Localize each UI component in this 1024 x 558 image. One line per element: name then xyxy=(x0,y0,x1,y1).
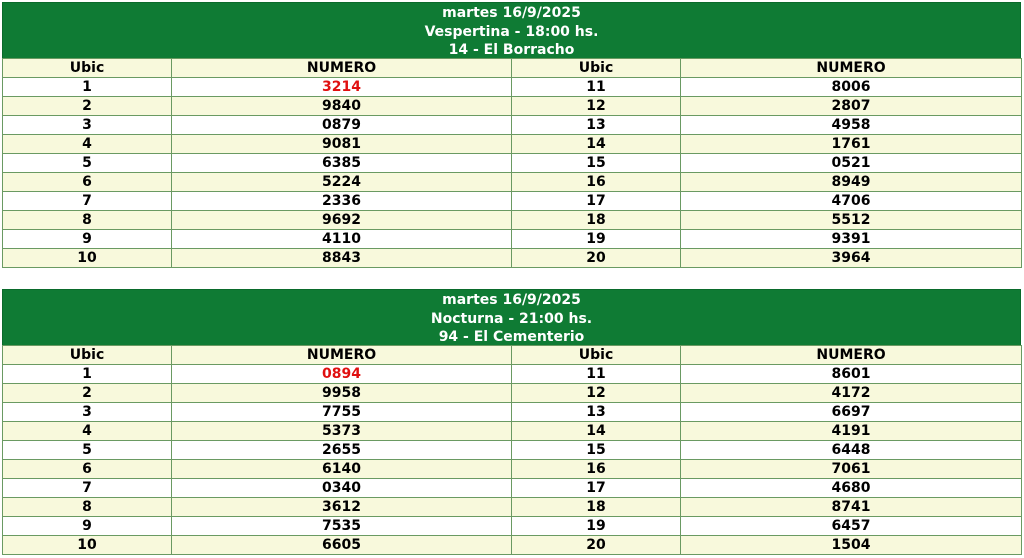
ubicacion-cell: 4 xyxy=(3,135,172,154)
table-row xyxy=(3,249,1022,268)
numero-cell: 8601 xyxy=(681,365,1022,384)
numero-cell: 0340 xyxy=(172,479,512,498)
numero-cell: 6140 xyxy=(172,460,512,479)
ubicacion-cell: 5 xyxy=(3,441,172,460)
ubicacion-cell: 14 xyxy=(512,422,681,441)
first-prize-number: 3214 xyxy=(172,78,512,97)
ubicacion-cell: 17 xyxy=(512,479,681,498)
ubicacion-cell: 9 xyxy=(3,230,172,249)
numero-cell: 9692 xyxy=(172,211,512,230)
table-row xyxy=(3,154,1022,173)
ubicacion-cell: 8 xyxy=(3,211,172,230)
table-row xyxy=(3,441,1022,460)
numero-cell: 5373 xyxy=(172,422,512,441)
col-numero-header: NUMERO xyxy=(172,346,512,365)
numero-cell: 9081 xyxy=(172,135,512,154)
table-row xyxy=(3,498,1022,517)
table-header-row xyxy=(3,59,1022,78)
numero-cell: 2336 xyxy=(172,192,512,211)
table-row xyxy=(3,135,1022,154)
ubicacion-cell: 2 xyxy=(3,97,172,116)
table-row xyxy=(3,116,1022,135)
ubicacion-cell: 7 xyxy=(3,192,172,211)
ubicacion-cell: 5 xyxy=(3,154,172,173)
ubicacion-cell: 2 xyxy=(3,384,172,403)
table-row xyxy=(3,479,1022,498)
draw-date: martes 16/9/2025 xyxy=(442,292,581,308)
ubicacion-cell: 18 xyxy=(512,498,681,517)
numero-cell: 4172 xyxy=(681,384,1022,403)
numero-cell: 7535 xyxy=(172,517,512,536)
numero-cell: 9958 xyxy=(172,384,512,403)
results-table xyxy=(2,345,1022,555)
ubicacion-cell: 15 xyxy=(512,154,681,173)
table-row xyxy=(3,365,1022,384)
ubicacion-cell: 3 xyxy=(3,403,172,422)
ubicacion-cell: 3 xyxy=(3,116,172,135)
col-ubic-header: Ubic xyxy=(512,346,681,365)
numero-cell: 7061 xyxy=(681,460,1022,479)
numero-cell: 2807 xyxy=(681,97,1022,116)
numero-cell: 7755 xyxy=(172,403,512,422)
numero-cell: 1761 xyxy=(681,135,1022,154)
ubicacion-cell: 8 xyxy=(3,498,172,517)
ubicacion-cell: 7 xyxy=(3,479,172,498)
col-ubic-header: Ubic xyxy=(3,346,172,365)
ubicacion-cell: 4 xyxy=(3,422,172,441)
ubicacion-cell: 10 xyxy=(3,536,172,555)
ubicacion-cell: 20 xyxy=(512,536,681,555)
table-row xyxy=(3,517,1022,536)
numero-cell: 5512 xyxy=(681,211,1022,230)
numero-cell: 8843 xyxy=(172,249,512,268)
table-header-row xyxy=(3,346,1022,365)
numero-cell: 9840 xyxy=(172,97,512,116)
numero-cell: 4706 xyxy=(681,192,1022,211)
numero-cell: 4110 xyxy=(172,230,512,249)
numero-cell: 8741 xyxy=(681,498,1022,517)
results-body xyxy=(3,346,1022,555)
table-row xyxy=(3,422,1022,441)
ubicacion-cell: 18 xyxy=(512,211,681,230)
ubicacion-cell: 14 xyxy=(512,135,681,154)
table-row xyxy=(3,173,1022,192)
table-row xyxy=(3,211,1022,230)
table-row xyxy=(3,230,1022,249)
ubicacion-cell: 6 xyxy=(3,173,172,192)
ubicacion-cell: 6 xyxy=(3,460,172,479)
col-numero-header: NUMERO xyxy=(681,59,1022,78)
numero-cell: 8006 xyxy=(681,78,1022,97)
numero-cell: 6385 xyxy=(172,154,512,173)
draw-meaning: 14 - El Borracho xyxy=(448,42,575,58)
draw-meaning: 94 - El Cementerio xyxy=(438,329,585,345)
ubicacion-cell: 16 xyxy=(512,173,681,192)
draw-session: Vespertina - 18:00 hs. xyxy=(424,23,599,40)
table-row xyxy=(3,460,1022,479)
numero-cell: 6448 xyxy=(681,441,1022,460)
numero-cell: 1504 xyxy=(681,536,1022,555)
numero-cell: 2655 xyxy=(172,441,512,460)
numero-cell: 4958 xyxy=(681,116,1022,135)
ubicacion-cell: 9 xyxy=(3,517,172,536)
numero-cell: 0521 xyxy=(681,154,1022,173)
numero-cell: 6697 xyxy=(681,403,1022,422)
draw-header xyxy=(2,289,1021,345)
table-row xyxy=(3,97,1022,116)
numero-cell: 6457 xyxy=(681,517,1022,536)
ubicacion-cell: 13 xyxy=(512,116,681,135)
numero-cell: 0879 xyxy=(172,116,512,135)
ubicacion-cell: 1 xyxy=(3,78,172,97)
col-numero-header: NUMERO xyxy=(681,346,1022,365)
table-row xyxy=(3,384,1022,403)
ubicacion-cell: 15 xyxy=(512,441,681,460)
table-row xyxy=(3,78,1022,97)
numero-cell: 6605 xyxy=(172,536,512,555)
draw-header xyxy=(2,2,1021,58)
numero-cell: 3964 xyxy=(681,249,1022,268)
draw-date: martes 16/9/2025 xyxy=(442,5,581,21)
col-ubic-header: Ubic xyxy=(512,59,681,78)
table-row xyxy=(3,192,1022,211)
ubicacion-cell: 20 xyxy=(512,249,681,268)
ubicacion-cell: 10 xyxy=(3,249,172,268)
ubicacion-cell: 17 xyxy=(512,192,681,211)
ubicacion-cell: 12 xyxy=(512,384,681,403)
numero-cell: 5224 xyxy=(172,173,512,192)
results-table xyxy=(2,58,1022,268)
ubicacion-cell: 12 xyxy=(512,97,681,116)
col-numero-header: NUMERO xyxy=(172,59,512,78)
numero-cell: 4680 xyxy=(681,479,1022,498)
numero-cell: 3612 xyxy=(172,498,512,517)
ubicacion-cell: 19 xyxy=(512,517,681,536)
table-row xyxy=(3,536,1022,555)
ubicacion-cell: 19 xyxy=(512,230,681,249)
ubicacion-cell: 11 xyxy=(512,365,681,384)
numero-cell: 8949 xyxy=(681,173,1022,192)
ubicacion-cell: 1 xyxy=(3,365,172,384)
ubicacion-cell: 11 xyxy=(512,78,681,97)
numero-cell: 9391 xyxy=(681,230,1022,249)
numero-cell: 4191 xyxy=(681,422,1022,441)
col-ubic-header: Ubic xyxy=(3,59,172,78)
results-body xyxy=(3,59,1022,268)
draw-block-nocturna xyxy=(2,289,1021,555)
draw-session: Nocturna - 21:00 hs. xyxy=(430,310,593,327)
ubicacion-cell: 16 xyxy=(512,460,681,479)
draw-block-vespertina xyxy=(2,2,1021,268)
table-row xyxy=(3,403,1022,422)
first-prize-number: 0894 xyxy=(172,365,512,384)
ubicacion-cell: 13 xyxy=(512,403,681,422)
